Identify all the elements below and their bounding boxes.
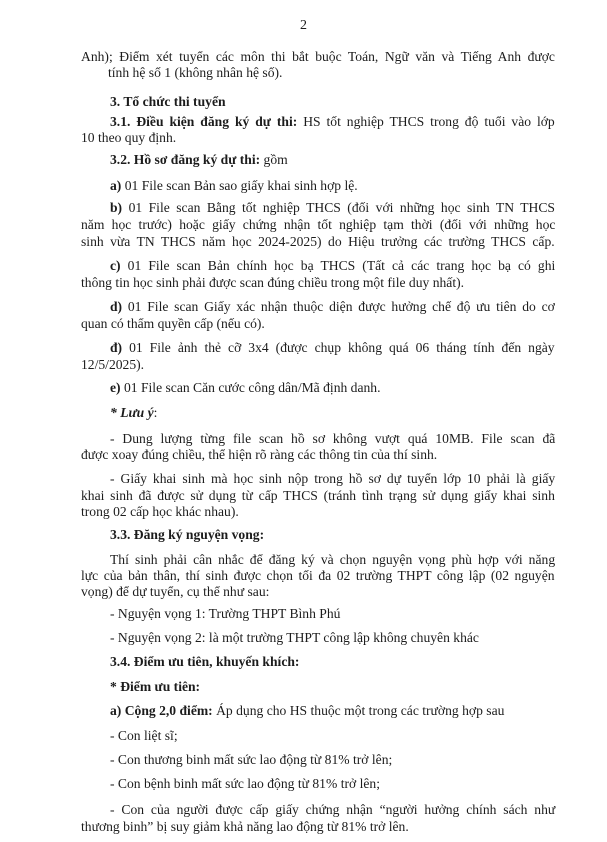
text-span: gồm xyxy=(260,152,288,167)
text-line xyxy=(110,629,479,646)
bold-text: * Lưu ý xyxy=(110,405,154,420)
text-line xyxy=(81,48,555,65)
bold-text: e) xyxy=(110,380,121,395)
text-line xyxy=(81,129,176,146)
bold-text: a) xyxy=(110,178,122,193)
bold-text: 3.4. Điểm ưu tiên, khuyến khích: xyxy=(110,654,300,669)
text-span: - Con thương binh mất sức lao động từ 81% trở lên; xyxy=(110,752,393,767)
text-span: 01 File scan Giấy xác nhận thuộc diện được hưởng chế độ ưu tiên do cơ xyxy=(122,299,555,314)
bold-text: c) xyxy=(110,258,121,273)
text-span: quan có thẩm quyền cấp (nếu có). xyxy=(81,316,265,331)
text-span: - Con liệt sĩ; xyxy=(110,728,178,743)
text-span: 01 File scan Bản chính học bạ THCS (Tất cả các trang học bạ có ghi xyxy=(120,258,556,273)
text-span: thông tin học sinh phải được scan đúng chiều trong một file duy nhất). xyxy=(81,275,465,290)
text-line xyxy=(110,257,555,274)
text-span: - Dung lượng từng file scan hồ sơ không vượt quá 10MB. File scan đã xyxy=(110,431,556,446)
text-span: sinh vừa TN THCS năm học 2024-2025) do Hiệu trưởng các trường THCS cấp. xyxy=(81,234,555,249)
text-span: được xoay đúng chiều, thể hiện rõ ràng các thông tin của thí sinh. xyxy=(81,447,438,462)
text-line xyxy=(81,216,555,233)
text-line xyxy=(81,356,144,373)
text-line xyxy=(108,64,282,81)
bold-text: * Điểm ưu tiên: xyxy=(110,679,201,694)
text-line xyxy=(81,274,464,291)
text-span: Anh); Điểm xét tuyển các môn thi bắt buộc Toán, Ngữ văn và Tiếng Anh được xyxy=(81,49,555,64)
text-line xyxy=(81,583,269,600)
text-span: - Giấy khai sinh mà học sinh nộp trong hồ sơ dự tuyển lớp 10 phải là giấy xyxy=(110,471,556,486)
text-span: - Con của người được cấp giấy chứng nhận “người hưởng chính sách như xyxy=(110,802,556,817)
text-span: 01 File scan Căn cước công dân/Mã định danh. xyxy=(120,380,381,395)
text-line xyxy=(110,702,504,719)
text-line xyxy=(81,446,437,463)
text-line xyxy=(110,526,264,543)
text-line xyxy=(81,567,555,584)
text-span: lực của bản thân, thí sinh được chọn tối đa 02 trường THPT công lập (02 nguyện xyxy=(81,568,555,583)
text-line xyxy=(110,93,226,110)
text-line xyxy=(110,430,555,447)
text-line xyxy=(110,379,381,396)
text-span: Áp dụng cho HS thuộc một trong các trường hợp sau xyxy=(212,703,505,718)
bold-text: 3.2. Hồ sơ đăng ký dự thi: xyxy=(110,152,261,167)
text-span: - Nguyện vọng 2: là một trường THPT công lập không chuyên khác xyxy=(110,630,479,645)
text-span: tính hệ số 1 (không nhân hệ số). xyxy=(108,65,283,80)
text-line xyxy=(81,233,555,250)
text-span: năm học trước) hoặc giấy chứng nhận tốt nghiệp tạm thời (đối với những học xyxy=(81,217,556,232)
text-span: vọng) để dự tuyển, cụ thể như sau: xyxy=(81,584,270,599)
text-line xyxy=(110,470,555,487)
text-line xyxy=(110,298,555,315)
text-line xyxy=(110,199,555,216)
bold-text: b) xyxy=(110,200,123,215)
text-line xyxy=(110,113,555,130)
text-line xyxy=(110,404,157,421)
text-line xyxy=(110,801,555,818)
bold-text: đ) xyxy=(110,340,123,355)
bold-text: 3.3. Đăng ký nguyện vọng: xyxy=(110,527,265,542)
text-line xyxy=(110,678,200,695)
text-line xyxy=(110,151,288,168)
text-line xyxy=(110,177,358,194)
text-line xyxy=(110,605,340,622)
text-line xyxy=(110,339,555,356)
text-span: 01 File scan Bản sao giấy khai sinh hợp lệ. xyxy=(121,178,358,193)
text-span: 10 theo quy định. xyxy=(81,130,177,145)
text-span: trong 02 cấp học khác nhau). xyxy=(81,504,239,519)
text-span: Thí sinh phải cân nhắc để đăng ký và chọn nguyện vọng phù hợp với năng xyxy=(110,552,556,567)
text-span: khai sinh đã được sử dụng từ cấp THCS (tránh tình trạng sử dụng giấy khai sinh xyxy=(81,488,555,503)
text-span: 01 File scan Bằng tốt nghiệp THCS (đối với những học sinh TN THCS xyxy=(122,200,555,215)
text-span: 01 File ảnh thẻ cỡ 3x4 (được chụp không quá 06 tháng tính đến ngày xyxy=(122,340,555,355)
text-line xyxy=(110,727,178,744)
bold-text: a) Cộng 2,0 điểm: xyxy=(110,703,213,718)
text-line xyxy=(110,551,555,568)
text-line xyxy=(110,775,380,792)
bold-text: 3.1. Điều kiện đăng ký dự thi: xyxy=(110,114,298,129)
text-span: thương binh” bị suy giảm khả năng lao động từ 81% trở lên. xyxy=(81,819,409,834)
text-span: HS tốt nghiệp THCS trong độ tuổi vào lớp xyxy=(297,114,555,129)
bold-text: d) xyxy=(110,299,123,314)
text-span: : xyxy=(153,405,158,420)
text-line xyxy=(81,315,265,332)
bold-text: 3. Tổ chức thi tuyển xyxy=(110,94,226,109)
text-line xyxy=(110,653,299,670)
text-line xyxy=(81,503,239,520)
text-span: - Con bệnh binh mất sức lao động từ 81% trở lên; xyxy=(110,776,380,791)
page-number: 2 xyxy=(300,18,307,33)
text-span: - Nguyện vọng 1: Trường THPT Bình Phú xyxy=(110,606,341,621)
text-line xyxy=(81,487,555,504)
text-span: 12/5/2025). xyxy=(81,357,145,372)
text-line xyxy=(110,751,392,768)
text-line xyxy=(81,818,409,835)
